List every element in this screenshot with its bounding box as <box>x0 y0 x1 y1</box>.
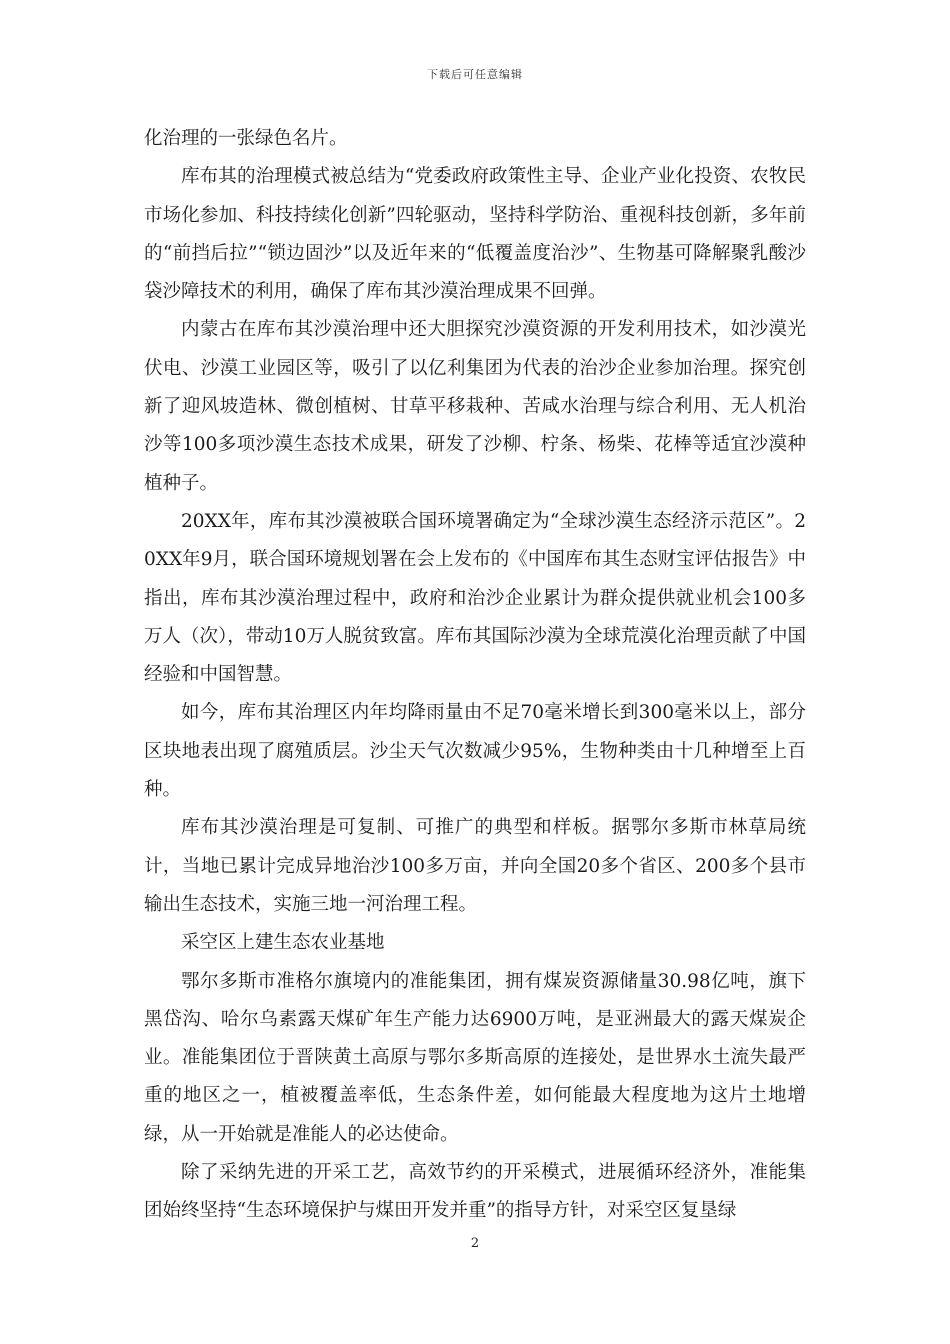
document-body <box>144 120 806 1231</box>
page-header: 下载后可任意编辑 <box>427 68 523 81</box>
paragraph-mining-policy: 除了采纳先进的开采工艺，高效节约的开采模式，进展循环经济外，准能集团始终坚持“生态环境保护与煤田开发并重”的指导方针，对采空区复垦绿 <box>144 1162 806 1222</box>
paragraph-zhunneng-group: 鄂尔多斯市准格尔旗境内的准能集团，拥有煤炭资源储量30.98亿吨，旗下黑岱沟、哈尔乌素露天煤矿年生产能力达6900万吨，是亚洲最大的露天煤炭企业。准能集团位于晋陕黄土高原与鄂尔多斯高原的连接处，是世界水土流失最严重的地区之一，植被覆盖率低，生态条件差，如何能最大程度地为这片土地增绿，从一开始就是准能人的必达使命。 <box>144 970 806 1145</box>
paragraph-resource-development: 内蒙古在库布其沙漠治理中还大胆探究沙漠资源的开发利用技术，如沙漠光伏电、沙漠工业园区等，吸引了以亿利集团为代表的治沙企业参加治理。探究创新了迎风坡造林、微创植树、甘草平移栽种、苦咸水治理与综合利用、无人机治沙等100多项沙漠生态技术成果，研发了沙柳、柠条、杨柴、花棒等适宜沙漠种植种子。 <box>144 319 806 494</box>
paragraph-rainfall-results: 如今，库布其治理区内年均降雨量由不足70毫米增长到300毫米以上，部分区块地表出现了腐殖质层。沙尘天气次数减少95%，生物种类由十几种增至上百种。 <box>144 702 806 801</box>
paragraph-governance-model: 库布其的治理模式被总结为“党委政府政策性主导、企业产业化投资、农牧民市场化参加、科技持续化创新”四轮驱动，坚持科学防治、重视科技创新，多年前的“前挡后拉”“锁边固沙”以及近年来的“低覆盖度治沙”、生物基可降解聚乳酸沙袋沙障技术的利用，确保了库布其沙漠治理成果不回弹。 <box>144 166 806 303</box>
paragraph-un-recognition: 20XX年，库布其沙漠被联合国环境署确定为“全球沙漠生态经济示范区”。20XX年9月，联合国环境规划署在会上发布的《中国库布其生态财宝评估报告》中指出，库布其沙漠治理过程中，政府和治沙企业累计为群众提供就业机会100多万人（次），带动10万人脱贫致富。库布其国际沙漠为全球荒漠化治理贡献了中国经验和中国智慧。 <box>144 510 806 686</box>
page-number: 2 <box>470 1236 480 1251</box>
section-heading: 采空区上建生态农业基地 <box>181 932 385 954</box>
paragraph-replicable-model: 库布其沙漠治理是可复制、可推广的典型和样板。据鄂尔多斯市林草局统计，当地已累计完成异地治沙100多万亩，并向全国20多个省区、200多个县市输出生态技术，实施三地一河治理工程。 <box>144 817 806 915</box>
paragraph-continuation: 化治理的一张绿色名片。 <box>144 128 348 149</box>
